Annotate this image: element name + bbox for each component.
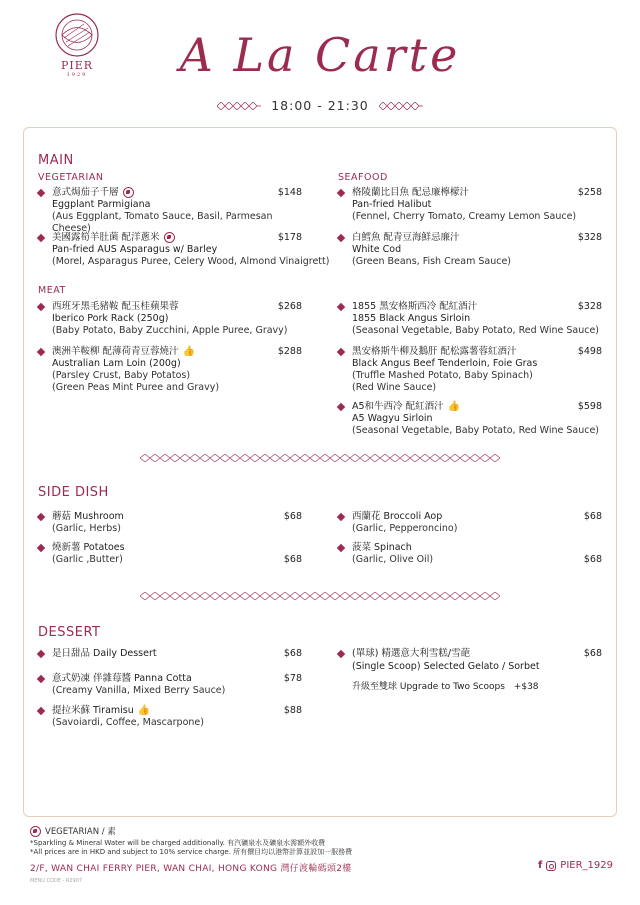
item-price: $328 [577, 301, 602, 312]
bullet-icon [337, 544, 345, 552]
footer-note-water: *Sparkling & Mineral Water will be charged additionally. 有汽礦泉水及礦泉水需額外收費 [30, 839, 326, 847]
item-desc: (Baby Potato, Baby Zucchini, Apple Puree, Gravy) [52, 325, 288, 336]
recommended-icon: 👍 [447, 401, 461, 412]
vegetarian-legend-label: VEGETARIAN / 素 [45, 827, 116, 837]
menu-item-angus-sirloin [338, 301, 602, 337]
item-name-zh: 意式焗茄子千層 [52, 187, 119, 198]
bullet-icon [37, 513, 45, 521]
item-price: $68 [283, 648, 302, 659]
menu-item-eggplant [38, 187, 302, 235]
section-main: MAIN [38, 153, 74, 168]
recommended-icon: 👍 [182, 346, 195, 357]
vegetarian-icon [30, 826, 41, 837]
item-name-en: Pan-fried AUS Asparagus w/ Barley [52, 244, 218, 255]
item-price: $68 [583, 554, 602, 565]
social-handle-label: PIER_1929 [560, 860, 613, 871]
item-price: $268 [277, 301, 302, 312]
hours-row [0, 98, 640, 113]
recommended-icon: 👍 [137, 705, 151, 716]
page-title: A La Carte [179, 28, 461, 82]
menu-item-panna-cotta [38, 673, 302, 697]
item-price: $88 [283, 705, 302, 716]
bullet-icon [37, 303, 45, 311]
bullet-icon [337, 403, 345, 411]
item-name-zh: A5和牛西冷 配紅酒汁 [352, 401, 444, 412]
item-price: $328 [577, 232, 602, 243]
subsection-vegetarian: VEGETARIAN [38, 172, 104, 183]
item-desc: (Garlic, Olive Oil) [352, 554, 434, 565]
item-name-zh: 格陵蘭比目魚 配忌廉檸檬汁 [352, 187, 470, 198]
vegetarian-legend [30, 825, 116, 837]
item-desc: (Garlic, Pepperoncino) [352, 523, 458, 534]
item-name-en: (Single Scoop) Selected Gelato / Sorbet [352, 661, 540, 672]
ornament-right-icon [379, 102, 423, 110]
bullet-icon [337, 234, 345, 242]
item-name-en: Pan-fried Halibut [352, 199, 432, 210]
item-desc: (Parsley Crust, Baby Potatos) [52, 370, 191, 381]
item-name-en: Eggplant Parmigiana [52, 199, 151, 210]
item-name: (單球) 精選意大利雪糕/雪葩 [352, 648, 471, 659]
bullet-icon [337, 348, 345, 356]
item-desc: (Creamy Vanilla, Mixed Berry Sauce) [52, 685, 226, 696]
item-name-en: Iberico Pork Rack (250g) [52, 313, 169, 324]
menu-item-daily-dessert [38, 648, 302, 660]
footer-note-charge: *All prices are in HKD and subject to 10% service charge. 所有價目均以港幣計算並設加一服務費 [30, 848, 353, 856]
subsection-seafood: SEAFOOD [338, 172, 388, 183]
item-price: $498 [577, 346, 602, 357]
upgrade-label: 升級至雙球 Upgrade to Two Scoops [352, 682, 505, 692]
menu-item-gelato [338, 648, 602, 693]
menu-item-asparagus [38, 232, 330, 268]
item-name: 西蘭花 Broccoli Aop [352, 511, 443, 522]
item-desc: (Savoiardi, Coffee, Mascarpone) [52, 717, 204, 728]
footer-address: 2/F, WAN CHAI FERRY PIER, WAN CHAI, HONG KONG 灣仔渡輪碼頭2樓 [30, 864, 352, 874]
item-desc: (Seasonal Vegetable, Baby Potato, Red Wine Sauce) [352, 325, 600, 336]
item-price: $148 [277, 187, 302, 198]
item-name: 意式奶凍 伴雜莓醬 Panna Cotta [52, 673, 192, 684]
item-desc-2: (Red Wine Sauce) [352, 382, 437, 393]
item-name-zh: 1855 黑安格斯西冷 配紅酒汁 [352, 301, 478, 312]
item-name: 提拉米蘇 Tiramisu [52, 705, 134, 716]
item-price: $598 [577, 401, 602, 412]
section-dessert: DESSERT [38, 625, 101, 640]
item-price: $288 [277, 346, 302, 357]
menu-item-halibut [338, 187, 602, 223]
bullet-icon [37, 234, 45, 242]
menu-item-spinach [338, 542, 602, 566]
item-name-en: A5 Wagyu Sirloin [352, 413, 433, 424]
bullet-icon [37, 348, 45, 356]
item-name-zh: 澳洲羊鞍柳 配薄荷青豆蓉燒汁 [52, 346, 179, 357]
item-price: $68 [283, 511, 302, 522]
item-name-zh: 黑安格斯牛柳及鵝肝 配松露薯蓉紅酒汁 [352, 346, 517, 357]
vegetarian-icon [123, 187, 134, 198]
item-desc: (Green Beans, Fish Cream Sauce) [352, 256, 512, 267]
menu-item-broccoli [338, 511, 602, 535]
opening-hours: 18:00 - 21:30 [271, 98, 369, 113]
item-name: 燒新薯 Potatoes [52, 542, 125, 553]
item-desc: (Garlic, Herbs) [52, 523, 121, 534]
upgrade-price: +$38 [513, 682, 539, 692]
item-desc: (Truffle Mashed Potato, Baby Spinach) [352, 370, 533, 381]
item-price: $68 [583, 648, 602, 659]
menu-item-lamb-loin [38, 346, 302, 394]
menu-item-beef-tenderloin [338, 346, 602, 394]
menu-item-wagyu-sirloin [338, 401, 602, 437]
item-price: $78 [283, 673, 302, 684]
item-desc: (Fennel, Cherry Tomato, Creamy Lemon Sauce) [352, 211, 577, 222]
bullet-icon [37, 650, 45, 658]
divider-ornament-icon [140, 454, 500, 462]
item-name-zh: 美國露筍羊肚菌 配洋蔥米 [52, 232, 160, 243]
bullet-icon [37, 675, 45, 683]
bullet-icon [337, 189, 345, 197]
item-name: 蘑菇 Mushroom [52, 511, 124, 522]
menu-item-tiramisu [38, 705, 302, 729]
item-name-en: Australian Lam Loin (200g) [52, 358, 181, 369]
bullet-icon [37, 707, 45, 715]
bullet-icon [337, 513, 345, 521]
section-side-dish: SIDE DISH [38, 485, 109, 500]
item-price: $68 [283, 554, 302, 565]
menu-item-white-cod [338, 232, 602, 268]
item-desc-2: (Green Peas Mint Puree and Gravy) [52, 382, 220, 393]
item-desc: (Morel, Asparagus Puree, Celery Wood, Almond Vinaigrett) [52, 256, 330, 267]
social-handle[interactable] [538, 860, 613, 871]
item-price: $68 [583, 511, 602, 522]
item-name-en: 1855 Black Angus Sirloin [352, 313, 471, 324]
bullet-icon [337, 303, 345, 311]
item-name-en: White Cod [352, 244, 402, 255]
item-price: $178 [277, 232, 302, 243]
item-desc: (Aus Eggplant, Tomato Sauce, Basil, Parmesan Cheese) [52, 211, 273, 234]
instagram-icon[interactable] [546, 861, 556, 871]
item-price: $258 [577, 187, 602, 198]
bullet-icon [337, 650, 345, 658]
item-name-en: Black Angus Beef Tenderloin, Foie Gras [352, 358, 538, 369]
ornament-left-icon [217, 102, 261, 110]
subsection-meat: MEAT [38, 285, 66, 296]
item-name: 菠菜 Spinach [352, 542, 412, 553]
logo-name: PIER [60, 59, 94, 72]
menu-item-potatoes [38, 542, 302, 566]
facebook-icon[interactable]: f [537, 860, 543, 871]
bullet-icon [37, 189, 45, 197]
menu-item-iberico-pork [38, 301, 302, 337]
item-name-zh: 白鱈魚 配青豆海鮮忌廉汁 [352, 232, 460, 243]
bullet-icon [37, 544, 45, 552]
item-desc: (Garlic ,Butter) [52, 554, 123, 565]
vegetarian-icon [164, 232, 175, 243]
item-name-zh: 西班牙黑毛豬鞍 配玉桂蘋果蓉 [52, 301, 179, 312]
divider-ornament-icon [140, 592, 500, 600]
item-desc: (Seasonal Vegetable, Baby Potato, Red Wine Sauce) [352, 425, 600, 436]
item-name: 是日甜品 Daily Dessert [52, 648, 157, 659]
menu-code: MENU CODE - R2907 [30, 878, 83, 884]
menu-item-mushroom [38, 511, 302, 535]
logo-year: 1929 [66, 72, 88, 78]
